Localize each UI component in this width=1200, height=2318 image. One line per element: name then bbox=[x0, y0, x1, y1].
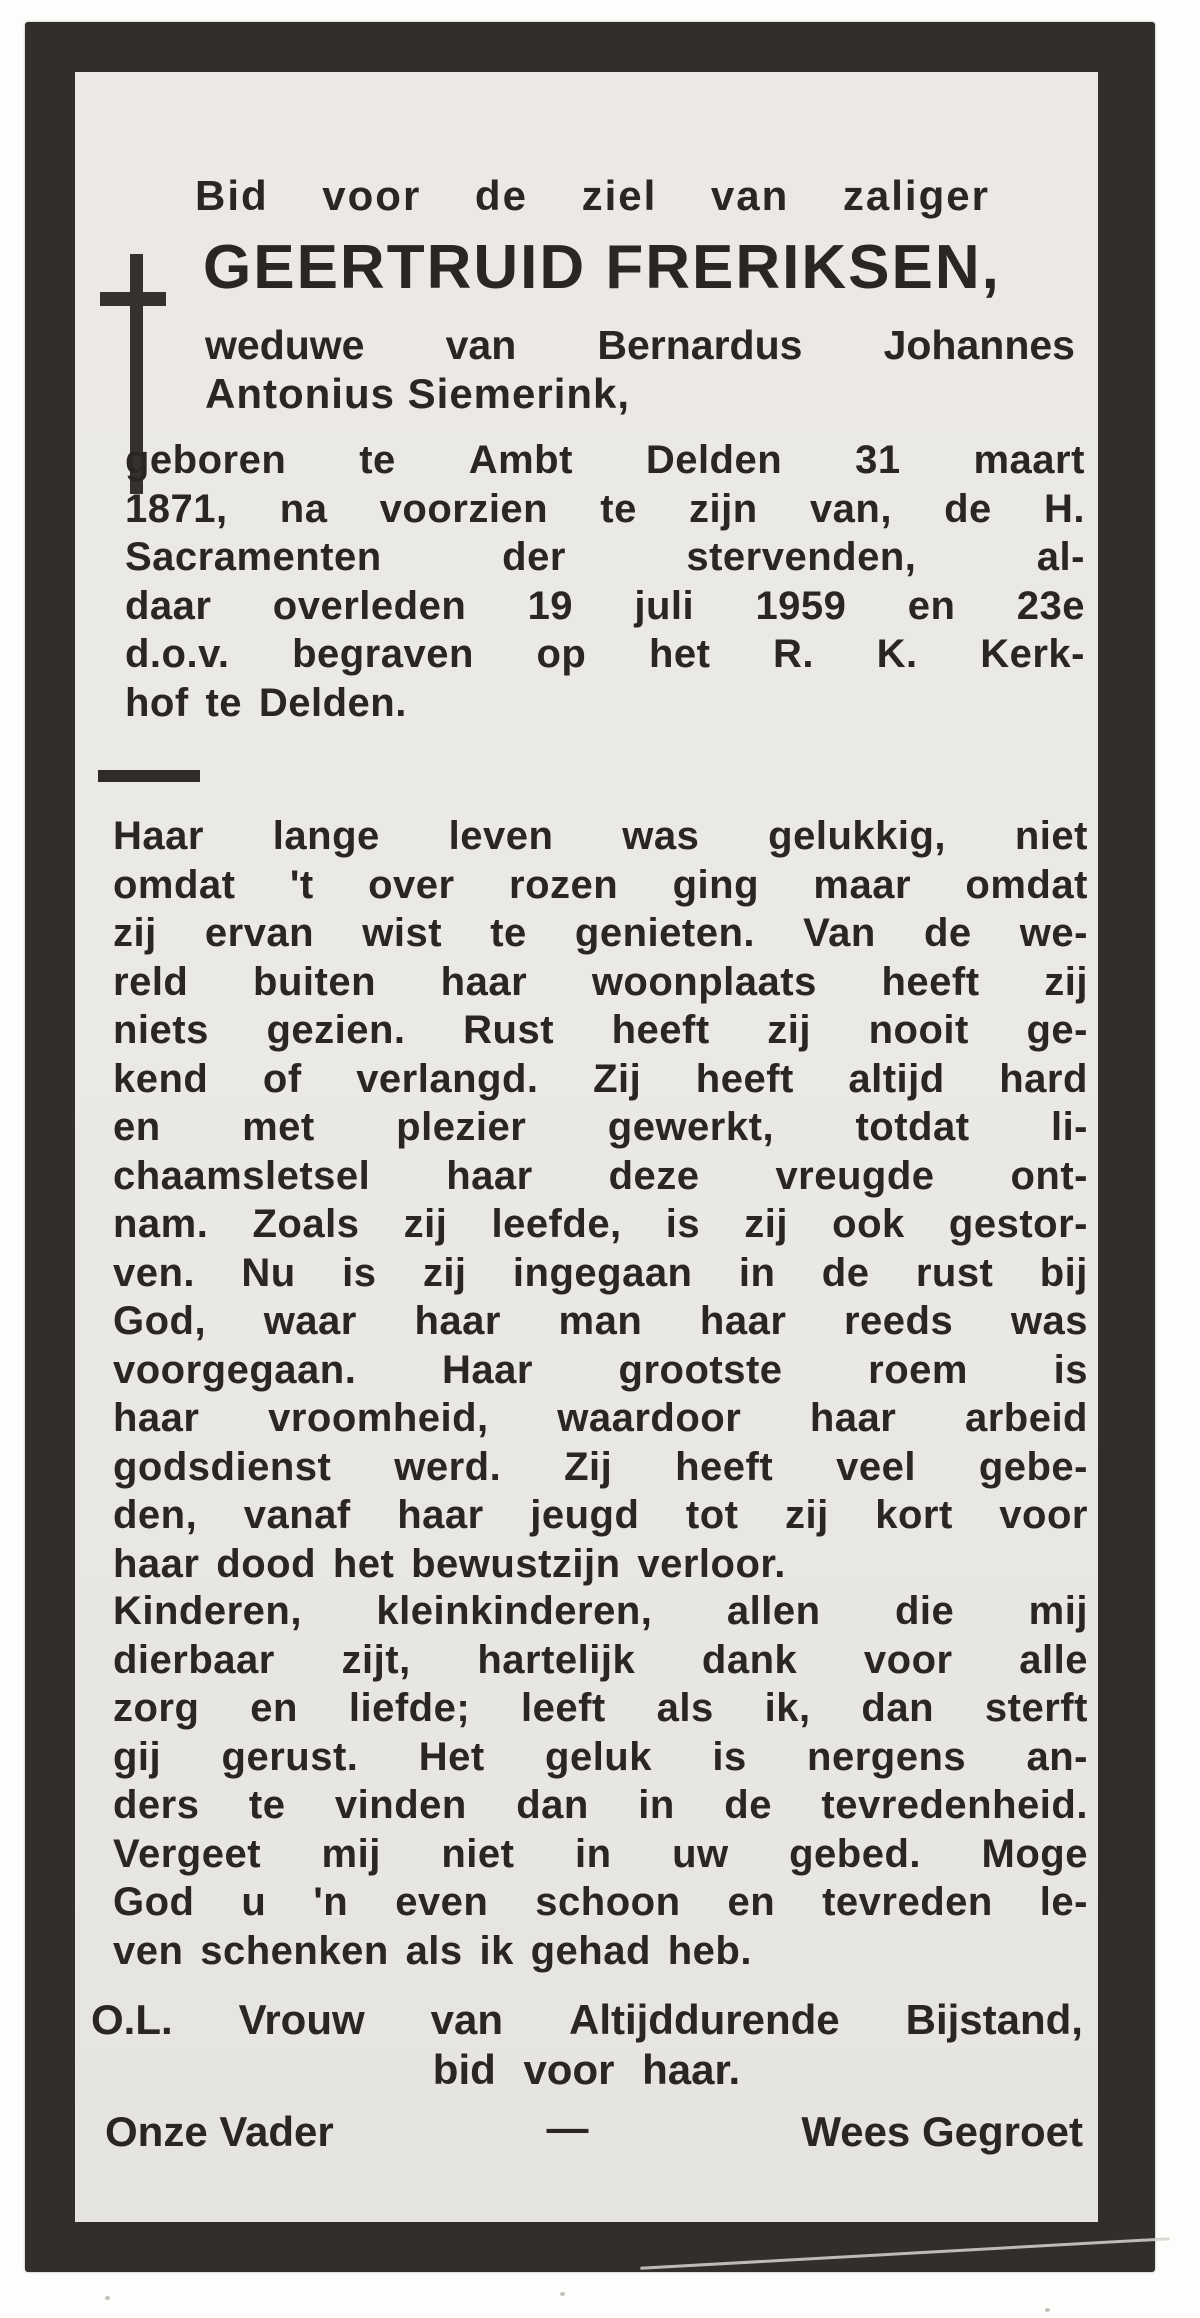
footer-dash: — bbox=[546, 2104, 589, 2151]
text-line: Haar lange leven was gelukkig, niet bbox=[113, 814, 1088, 858]
text-line: daar overleden 19 juli 1959 en 23e bbox=[125, 583, 1085, 628]
text-line: Kinderen, kleinkinderen, allen die mij bbox=[113, 1589, 1088, 1633]
onze-vader-label: Onze Vader bbox=[105, 2108, 334, 2155]
text-line: nam. Zoals zij leefde, is zij ook gestor- bbox=[113, 1202, 1088, 1246]
cross-icon bbox=[75, 72, 175, 332]
text-line: chaamsletsel haar deze vreugde ont- bbox=[113, 1153, 1088, 1198]
text-line: God u 'n even schoon en tevreden le- bbox=[113, 1880, 1088, 1924]
text-line: Vergeet mij niet in uw gebed. Moge bbox=[113, 1831, 1088, 1876]
text-line: haar vroomheid, waardoor haar arbeid bbox=[113, 1396, 1088, 1440]
text-line: God, waar haar man haar reeds was bbox=[113, 1299, 1088, 1343]
text-line: zij ervan wist te genieten. Van de we- bbox=[113, 911, 1088, 955]
text-line: ders te vinden dan in de tevredenheid. bbox=[113, 1783, 1088, 1827]
text-line: en met plezier gewerkt, totdat li- bbox=[113, 1105, 1088, 1149]
text-line: ven schenken als ik gehad heb. bbox=[113, 1928, 752, 1973]
text-line: hof te Delden. bbox=[125, 680, 407, 725]
text-line: godsdienst werd. Zij heeft veel gebe- bbox=[113, 1444, 1088, 1489]
scan-speck bbox=[105, 2296, 110, 2300]
header-line bbox=[195, 172, 990, 224]
widow-line bbox=[205, 322, 1075, 369]
divider-dash bbox=[98, 770, 200, 782]
life-paragraph bbox=[113, 812, 1088, 1588]
invocation-line2: bid voor haar. bbox=[432, 2046, 741, 2093]
text-line: dierbaar zijt, hartelijk dank voor alle bbox=[113, 1637, 1088, 1682]
widow-word: weduwe bbox=[205, 322, 365, 368]
deceased-name: GEERTRUID FRERIKSEN, bbox=[203, 233, 1001, 302]
widow-word: van bbox=[445, 322, 517, 368]
husband-name-part: Bernardus bbox=[597, 322, 803, 368]
farewell-paragraph bbox=[113, 1587, 1088, 1975]
text-line: reld buiten haar woonplaats heeft zij bbox=[113, 959, 1088, 1004]
text-line: voorgegaan. Haar grootste roem is bbox=[113, 1347, 1088, 1392]
text-line: d.o.v. begraven op het R. K. Kerk- bbox=[125, 632, 1085, 676]
footer-prayers bbox=[105, 2104, 1083, 2156]
text-line: haar dood het bewustzijn verloor. bbox=[113, 1541, 786, 1586]
text-line: geboren te Ambt Delden 31 maart bbox=[125, 438, 1085, 482]
wees-gegroet-label: Wees Gegroet bbox=[801, 2108, 1083, 2155]
invocation-line bbox=[91, 1996, 1083, 2046]
widow-line2: Antonius Siemerink, bbox=[205, 370, 631, 417]
cross-horizontal-bar bbox=[100, 292, 166, 306]
text-line: 1871, na voorzien te zijn van, de H. bbox=[125, 486, 1085, 531]
scan-speck bbox=[560, 2292, 565, 2296]
text-line: den, vanaf haar jeugd tot zij kort voor bbox=[113, 1493, 1088, 1537]
scan-speck bbox=[1045, 2308, 1050, 2312]
text-line: kend of verlangd. Zij heeft altijd hard bbox=[113, 1056, 1088, 1101]
text-line: Bid voor de ziel van zaliger bbox=[195, 172, 990, 219]
text-line: O.L. Vrouw van Altijddurende Bijstand, bbox=[91, 1996, 1083, 2043]
text-line: niets gezien. Rust heeft zij nooit ge- bbox=[113, 1008, 1088, 1052]
husband-name-part: Johannes bbox=[883, 322, 1075, 368]
text-line: Sacramenten der stervenden, al- bbox=[125, 535, 1085, 579]
text-line: gij gerust. Het geluk is nergens an- bbox=[113, 1734, 1088, 1779]
prayer-card-paper bbox=[75, 72, 1098, 2222]
text-line: zorg en liefde; leeft als ik, dan sterft bbox=[113, 1686, 1088, 1730]
prayer-card-frame bbox=[25, 22, 1155, 2272]
text-line: omdat 't over rozen ging maar omdat bbox=[113, 862, 1088, 907]
text-line: ven. Nu is zij ingegaan in de rust bij bbox=[113, 1250, 1088, 1295]
birth-death-paragraph bbox=[125, 436, 1085, 727]
